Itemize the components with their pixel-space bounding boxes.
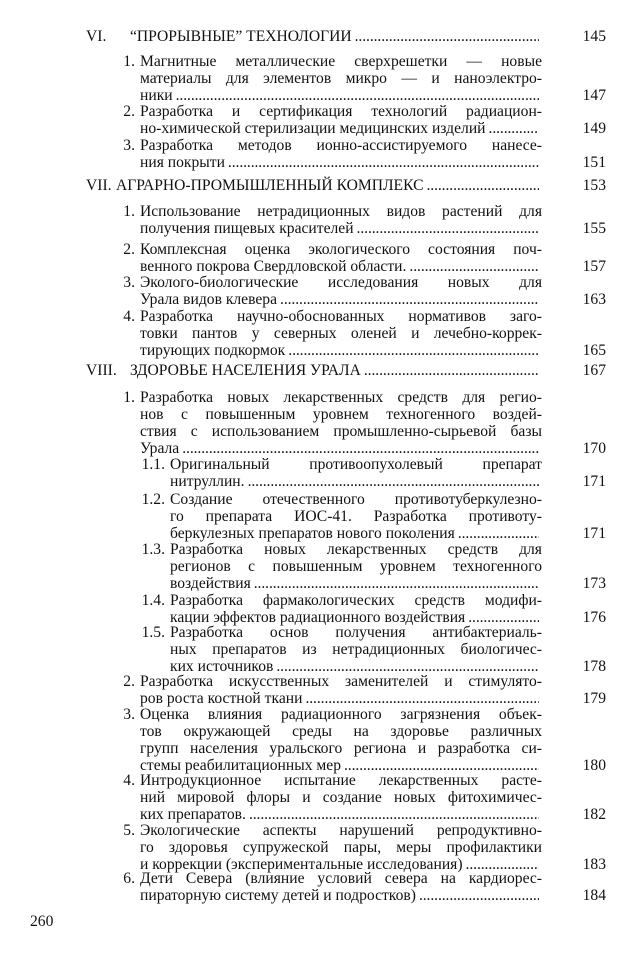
section-page-number: 145 — [582, 28, 606, 45]
entry-page-number: 151 — [582, 154, 606, 172]
entry-text-line: Разработка методов ионно-ассистируемого нанесе- — [140, 137, 542, 154]
entry-text-line: ствия с использованием промышленно-сырьевой базы — [140, 423, 542, 440]
entry-text-line: Урала — [140, 440, 180, 457]
entry-text-line: Интродукционное испытание лекарственных расте- — [140, 772, 542, 789]
entry-text-line: Разработка новых лекарственных средств для — [170, 541, 542, 558]
dot-leader — [182, 440, 539, 457]
entry-number: 1. — [123, 53, 135, 70]
dot-leader — [357, 220, 539, 237]
entry-number: 4. — [123, 772, 135, 789]
page-number: 260 — [30, 913, 54, 930]
entry-text-line: Экологические аспекты нарушений репродуктивно- — [140, 822, 542, 839]
entry-page-number: 147 — [582, 87, 606, 105]
entry-text-line: нитруллин. — [170, 473, 245, 490]
entry-number: 1.1. — [141, 456, 165, 473]
entry-text-line: ники — [140, 87, 173, 104]
dot-leader — [419, 887, 539, 904]
entry-text-line: регионов с повышенным уровнем техногенного — [170, 558, 542, 575]
entry — [110, 137, 542, 171]
dot-leader — [355, 28, 539, 45]
section-heading — [86, 177, 542, 194]
dot-leader — [458, 525, 539, 542]
entry-number: 4. — [123, 308, 135, 325]
entry-text-line: стемы реабилитационных мер — [140, 757, 341, 774]
entry — [110, 103, 542, 137]
entry — [110, 870, 542, 904]
entry-page-number: 171 — [582, 525, 606, 543]
entry-page-number: 171 — [582, 473, 606, 491]
entry — [110, 308, 542, 359]
entry-text-line: тов окружающей среды на здоровье различных — [140, 723, 542, 740]
section-number: VII. — [86, 177, 112, 194]
dot-leader — [280, 291, 539, 308]
section-heading — [86, 362, 542, 379]
dot-leader — [228, 154, 539, 171]
entry-number: 2. — [123, 103, 135, 120]
entry-number: 3. — [123, 706, 135, 723]
entry-text-line: и коррекции (экспериментальные исследования) — [140, 856, 463, 873]
entry-number: 1.3. — [141, 541, 165, 558]
entry-text-line: Урала видов клевера — [140, 291, 278, 308]
entry-text-line: Дети Севера (влияние условий севера на кардиорес- — [140, 870, 542, 887]
entry-text-line: Разработка искусственных заменителей и стимулято- — [140, 673, 542, 690]
dot-leader — [409, 258, 539, 275]
entry-text-line: материалы для элементов микро — и наноэлектро- — [140, 70, 542, 87]
entry-number: 1.5. — [141, 624, 165, 641]
entry-page-number: 165 — [582, 342, 606, 360]
entry-page-number: 157 — [582, 258, 606, 276]
entry-text-line: ний мировой флоры и создание новых фитохимичес- — [140, 789, 542, 806]
entry-text-line: Использование нетрадиционных видов растений для — [140, 203, 542, 220]
entry-text-line: ких источников — [170, 658, 274, 675]
entry-text-line: пираторную систему детей и подростков) — [140, 887, 416, 904]
entry-text-line: Оценка влияния радиационного загрязнения объек- — [140, 706, 542, 723]
entry-text-line: ких препаратов. — [140, 806, 246, 823]
subentry — [133, 456, 542, 490]
entry-text-line: ных препаратов из нетрадиционных биологичес- — [170, 641, 542, 658]
entry-number: 5. — [123, 822, 135, 839]
entry-number: 6. — [123, 870, 135, 887]
dot-leader — [248, 473, 539, 490]
entry-page-number: 179 — [582, 690, 606, 708]
entry-text-line: Создание отечественного противотуберкулезно- — [170, 491, 542, 508]
entry-page-number: 182 — [582, 806, 606, 824]
entry-text-line: венного покрова Свердловской области. — [140, 258, 407, 275]
entry-page-number: 173 — [582, 575, 606, 593]
section-page-number: 153 — [582, 177, 606, 194]
entry-text-line: АГРАРНО-ПРОМЫШЛЕННЫЙ КОМПЛЕКС — [116, 177, 424, 194]
section-number: VIII. — [86, 362, 117, 379]
entry-number: 2. — [123, 241, 135, 258]
entry-number: 2. — [123, 673, 135, 690]
dot-leader — [254, 575, 539, 592]
entry — [110, 241, 542, 275]
entry-text-line: нов с повышенным уровнем техногенного воздей- — [140, 406, 542, 423]
entry-page-number: 178 — [582, 658, 606, 676]
section-heading — [86, 28, 542, 45]
entry — [110, 822, 542, 873]
entry-text-line: ЗДОРОВЬЕ НАСЕЛЕНИЯ УРАЛА — [130, 362, 361, 379]
entry-text-line: Оригинальный противоопухолевый препарат — [170, 456, 542, 473]
dot-leader — [364, 362, 539, 379]
entry-number: 1. — [123, 389, 135, 406]
entry-number: 1.4. — [141, 592, 165, 609]
entry-text-line: товки пантов у северных оленей и лечебно-коррек- — [140, 325, 542, 342]
entry-text-line: тирующих подкормок — [140, 342, 286, 359]
entry-text-line: го препарата ИОС-41. Разработка противоту- — [170, 508, 542, 525]
entry-text-line: Комплексная оценка экологического состояния поч- — [140, 241, 542, 258]
entry-page-number: 163 — [582, 291, 606, 309]
entry — [110, 274, 542, 308]
subentry — [133, 624, 542, 675]
section-number: VI. — [86, 28, 107, 45]
subentry — [133, 491, 542, 542]
entry — [110, 203, 542, 237]
entry-number: 3. — [123, 274, 135, 291]
dot-leader — [249, 806, 539, 823]
entry-page-number: 170 — [582, 440, 606, 458]
entry-text-line: групп населения уральского региона и разработка си- — [140, 740, 542, 757]
dot-leader — [288, 342, 539, 359]
entry-text-line: воздействия — [170, 575, 251, 592]
section-page-number: 167 — [582, 362, 606, 379]
entry-text-line: Разработка фармакологических средств модифи- — [170, 592, 542, 609]
entry-page-number: 183 — [582, 856, 606, 874]
entry-text-line: Разработка научно-обоснованных нормативов заго- — [140, 308, 542, 325]
entry-text-line: кации эффектов радиационного воздействия — [170, 609, 466, 626]
entry-page-number: 184 — [582, 887, 606, 905]
entry — [110, 53, 542, 104]
entry-text-line: Разработка новых лекарственных средств для регио- — [140, 389, 542, 406]
dot-leader — [305, 690, 539, 707]
entry-text-line: Магнитные металлические сверхрешетки — новые — [140, 53, 542, 70]
entry — [110, 706, 542, 774]
entry-text-line: го здоровья супружеской пары, меры профилактики — [140, 839, 542, 856]
entry-text-line: беркулезных препаратов нового поколения — [170, 525, 455, 542]
entry-text-line: “ПРОРЫВНЫЕ” ТЕХНОЛОГИИ — [130, 28, 352, 45]
entry-text-line: Разработка и сертификация технологий радиацион- — [140, 103, 542, 120]
entry-page-number: 155 — [582, 220, 606, 238]
entry-number: 1. — [123, 203, 135, 220]
entry-text-line: но-химической стерилизации медицинских изделий — [140, 120, 486, 137]
dot-leader — [489, 120, 539, 137]
entry-text-line: Эколого-биологические исследования новых для — [140, 274, 542, 291]
entry-text-line: ров роста костной ткани — [140, 690, 303, 707]
entry-page-number: 180 — [582, 757, 606, 775]
entry-page-number: 149 — [582, 120, 606, 138]
entry-text-line: ния покрыти — [140, 154, 225, 171]
dot-leader — [176, 87, 539, 104]
entry-number: 1.2. — [141, 491, 165, 508]
subentry — [133, 541, 542, 592]
subentry — [133, 592, 542, 626]
entry-text-line: получения пищевых красителей — [140, 220, 354, 237]
dot-leader — [426, 177, 539, 194]
entry-text-line: Разработка основ получения антибактериаль- — [170, 624, 542, 641]
entry — [110, 673, 542, 707]
entry — [110, 389, 542, 457]
entry-number: 3. — [123, 137, 135, 154]
entry — [110, 772, 542, 823]
entry-page-number: 176 — [582, 609, 606, 627]
